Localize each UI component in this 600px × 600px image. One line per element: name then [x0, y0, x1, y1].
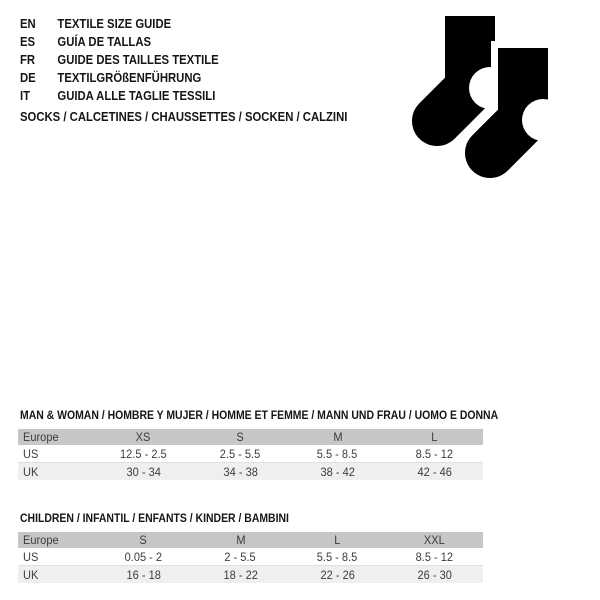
table-row-us: [18, 548, 483, 566]
language-text: GUIDE DES TAILLES TEXTILE: [57, 51, 219, 67]
language-code: DE: [20, 69, 36, 85]
language-line-en: [20, 14, 219, 32]
language-text: TEXTILE SIZE GUIDE: [57, 15, 172, 31]
table-header-row: [18, 532, 483, 548]
row-label-cell: Europe: [23, 533, 59, 547]
size-value-cell: 8.5 - 12: [415, 446, 454, 461]
table-row-uk: [18, 566, 483, 583]
table-title-man-woman: MAN & WOMAN / HOMBRE Y MUJER / HOMME ET FEMME / MANN UND FRAU / UOMO E DONNA: [20, 408, 499, 422]
size-table-man-woman: [18, 429, 483, 480]
size-value-cell: 5.5 - 8.5: [317, 446, 358, 461]
language-code: ES: [20, 33, 36, 49]
socks-icon: [400, 14, 565, 204]
row-label-cell: UK: [23, 567, 39, 582]
size-value-cell: L: [334, 533, 341, 547]
language-line-fr: [20, 50, 219, 68]
language-list: [20, 14, 248, 104]
size-value-cell: L: [431, 430, 438, 444]
language-text: GUÍA DE TALLAS: [57, 33, 152, 49]
size-value-cell: 38 - 42: [320, 464, 355, 479]
size-value-cell: 16 - 18: [126, 567, 161, 582]
size-value-cell: 26 - 30: [417, 567, 452, 582]
language-code: IT: [20, 87, 31, 103]
size-value-cell: 30 - 34: [126, 464, 161, 479]
size-value-cell: 5.5 - 8.5: [317, 549, 358, 564]
language-line-de: [20, 68, 219, 86]
language-code: FR: [20, 51, 36, 67]
size-table-children: [18, 532, 483, 583]
language-line-it: [20, 86, 219, 104]
row-label-cell: Europe: [23, 430, 59, 444]
size-value-cell: 12.5 - 2.5: [120, 446, 167, 461]
language-text: TEXTILGRÖßENFÜHRUNG: [57, 69, 202, 85]
size-value-cell: M: [235, 533, 246, 547]
table-row-us: [18, 445, 483, 463]
size-value-cell: 2.5 - 5.5: [220, 446, 261, 461]
size-value-cell: 0.05 - 2: [124, 549, 163, 564]
size-value-cell: 2 - 5.5: [224, 549, 257, 564]
size-value-cell: S: [139, 533, 148, 547]
size-value-cell: M: [332, 430, 343, 444]
language-text: GUIDA ALLE TAGLIE TESSILI: [57, 87, 216, 103]
category-title: SOCKS / CALCETINES / CHAUSSETTES / SOCKEN / CALZINI: [20, 109, 348, 124]
size-value-cell: 42 - 46: [417, 464, 452, 479]
table-title-children: CHILDREN / INFANTIL / ENFANTS / KINDER / BAMBINI: [20, 511, 289, 525]
size-value-cell: 34 - 38: [223, 464, 258, 479]
row-label-cell: US: [23, 446, 39, 461]
size-value-cell: 8.5 - 12: [415, 549, 454, 564]
size-value-cell: 18 - 22: [223, 567, 258, 582]
row-label-cell: US: [23, 549, 39, 564]
size-value-cell: S: [236, 430, 245, 444]
size-value-cell: XXL: [424, 533, 445, 547]
row-label-cell: UK: [23, 464, 39, 479]
size-value-cell: XS: [136, 430, 151, 444]
language-code: EN: [20, 15, 36, 31]
table-header-row: [18, 429, 483, 445]
language-line-es: [20, 32, 219, 50]
table-row-uk: [18, 463, 483, 480]
size-value-cell: 22 - 26: [320, 567, 355, 582]
